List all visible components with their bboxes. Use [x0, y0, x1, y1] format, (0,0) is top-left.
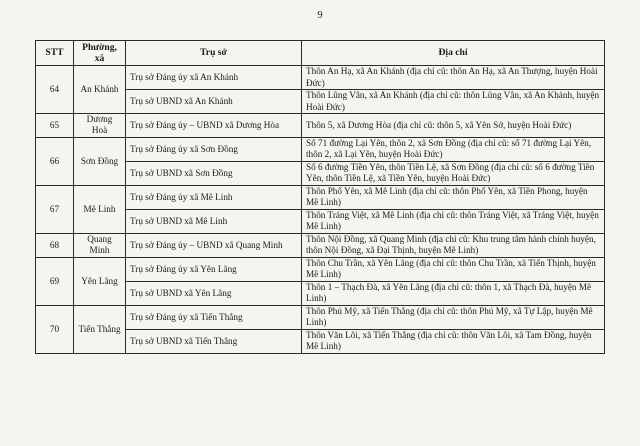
- address-cell: Thôn Phú Mỹ, xã Tiến Thắng (địa chỉ cũ: thôn Phú Mỹ, xã Tự Lập, huyện Mê Linh): [302, 305, 605, 329]
- stt-cell: 65: [36, 114, 74, 138]
- office-cell: Trụ sở UBND xã An Khánh: [126, 90, 302, 114]
- ward-cell: An Khánh: [74, 66, 126, 114]
- address-cell: Thôn 1 – Thạch Đà, xã Yên Lãng (địa chỉ cũ: thôn 1, xã Thạch Đà, huyện Mê Linh): [302, 281, 605, 305]
- address-cell: Thôn Tráng Việt, xã Mê Linh (địa chỉ cũ: thôn Tráng Việt, xã Tráng Việt, huyện Mê Linh): [302, 209, 605, 233]
- table-header-row: [36, 41, 605, 66]
- ward-cell: Tiến Thắng: [74, 305, 126, 353]
- office-cell: Trụ sở Đảng ủy – UBND xã Dương Hòa: [126, 114, 302, 138]
- ward-cell: Dương Hoà: [74, 114, 126, 138]
- table-row: [36, 114, 605, 138]
- office-cell: Trụ sở Đảng ủy xã An Khánh: [126, 66, 302, 90]
- table-row: [36, 66, 605, 90]
- office-cell: Trụ sở Đảng ủy xã Sơn Đồng: [126, 137, 302, 161]
- ward-cell: Sơn Đồng: [74, 137, 126, 185]
- header-stt: STT: [36, 41, 74, 66]
- table-row: [36, 233, 605, 257]
- table-row: [36, 137, 605, 161]
- ward-cell: Mê Linh: [74, 185, 126, 233]
- table-row: [36, 185, 605, 209]
- stt-cell: 68: [36, 233, 74, 257]
- ward-cell: Quang Minh: [74, 233, 126, 257]
- office-cell: Trụ sở Đảng ủy xã Mê Linh: [126, 185, 302, 209]
- address-cell: Thôn An Hạ, xã An Khánh (địa chỉ cũ: thôn An Hạ, xã An Thượng, huyện Hoài Đức): [302, 66, 605, 90]
- office-cell: Trụ sở Đảng ủy – UBND xã Quang Minh: [126, 233, 302, 257]
- stt-cell: 69: [36, 257, 74, 305]
- address-cell: Thôn Phố Yên, xã Mê Linh (địa chỉ cũ: thôn Phố Yên, xã Tiền Phong, huyện Mê Linh): [302, 185, 605, 209]
- header-address: Địa chỉ: [302, 41, 605, 66]
- address-cell: Thôn Văn Lôi, xã Tiến Thắng (địa chỉ cũ: thôn Văn Lôi, xã Tam Đồng, huyện Mê Linh): [302, 329, 605, 353]
- office-cell: Trụ sở UBND xã Yên Lãng: [126, 281, 302, 305]
- table-row: [36, 305, 605, 329]
- address-cell: Thôn Chu Trần, xã Yên Lãng (địa chỉ cũ: thôn Chu Trần, xã Tiến Thịnh, huyện Mê Linh): [302, 257, 605, 281]
- office-cell: Trụ sở Đảng ủy xã Tiến Thắng: [126, 305, 302, 329]
- address-cell: Số 6 đường Tiền Yên, thôn Tiền Lệ, xã Sơn Đồng (địa chỉ cũ: số 6 đường Tiền Yên, thôn Tiền Lệ, xã Tiền Yên, huyện Hoài Đức): [302, 161, 605, 185]
- table-row: [36, 257, 605, 281]
- address-cell: Thôn 5, xã Dương Hòa (địa chỉ cũ: thôn 5, xã Yên Sở, huyện Hoài Đức): [302, 114, 605, 138]
- page-number: 9: [317, 10, 323, 21]
- address-cell: Thôn Nội Đồng, xã Quang Minh (địa chỉ cũ: Khu trung tâm hành chính huyện, thôn Nội Đồng, xã Đại Thịnh, huyện Mê Linh): [302, 233, 605, 257]
- stt-cell: 70: [36, 305, 74, 353]
- stt-cell: 64: [36, 66, 74, 114]
- header-ward: Phường, xã: [74, 41, 126, 66]
- office-cell: Trụ sở UBND xã Sơn Đồng: [126, 161, 302, 185]
- office-address-table: [35, 40, 605, 354]
- office-cell: Trụ sở Đảng ủy xã Yên Lãng: [126, 257, 302, 281]
- stt-cell: 66: [36, 137, 74, 185]
- office-cell: Trụ sở UBND xã Tiến Thắng: [126, 329, 302, 353]
- address-cell: Thôn Lũng Vân, xã An Khánh (địa chỉ cũ: thôn Lũng Vân, xã An Khánh, huyện Hoài Đức): [302, 90, 605, 114]
- ward-cell: Yên Lãng: [74, 257, 126, 305]
- header-office: Trụ sở: [126, 41, 302, 66]
- address-cell: Số 71 đường Lại Yên, thôn 2, xã Sơn Đồng (địa chỉ cũ: số 71 đường Lại Yên, thôn 2, xã Lại Yên, huyện Hoài Đức): [302, 137, 605, 161]
- stt-cell: 67: [36, 185, 74, 233]
- office-cell: Trụ sở UBND xã Mê Linh: [126, 209, 302, 233]
